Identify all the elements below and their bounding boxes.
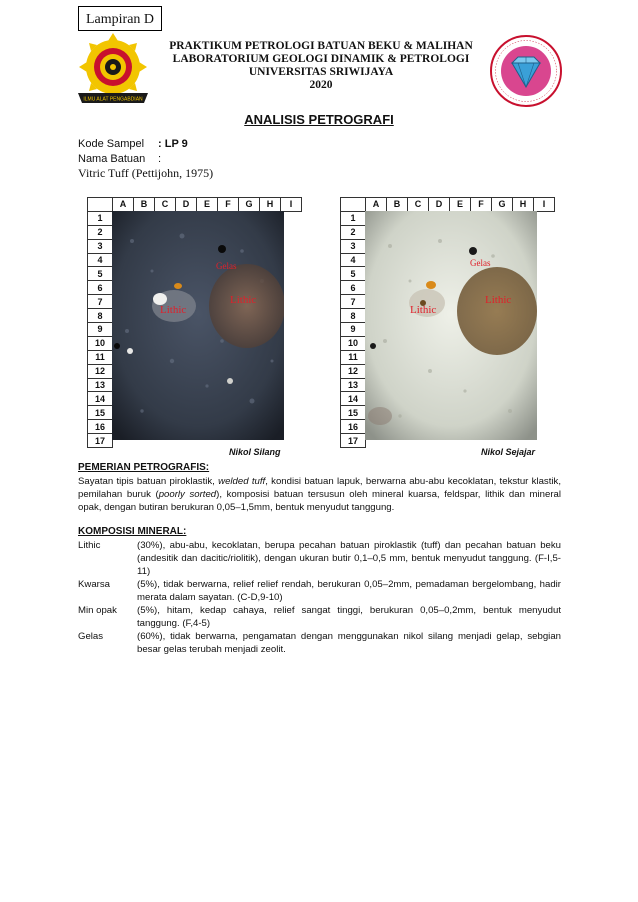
grid-row-number-right: 14 — [341, 392, 366, 406]
logo-banner-text: ILMU ALAT PENGABDIAN — [83, 96, 143, 103]
grid-row-number-right: 11 — [341, 350, 366, 364]
grid-row-number-left: 2 — [88, 225, 113, 239]
pemerian-text-3: ), komposisi batuan tersusun oleh mineral kuarsa, feldspar, lithik dan mineral opak, dengan butiran berukuran 0,05–1,5mm, bentuk menyudut tanggung. — [78, 489, 561, 514]
pemerian-text-1: Sayatan tipis batuan piroklastik, — [78, 476, 219, 487]
pemerian-em-2: poorly sorted — [158, 489, 217, 501]
grid-row-number-right: 1 — [341, 211, 366, 225]
mineral-description: (30%), abu-abu, kecoklatan, berupa pecahan batuan piroklastik (tuff) dan pecahan batuan beku (andesitik dan dacitic/riolitik), dengan ukuran butir 0,1–0,5 mm, bentuk menyudut tanggung. (F-I,5-11) — [137, 540, 561, 578]
grid-column-header-right: B — [387, 198, 408, 212]
mineral-description: (5%), hitam, kedap cahaya, relief sangat tinggi, berukuran 0,05–0,2mm, bentuk menyudut tanggung. (F,4-5) — [137, 605, 561, 630]
grid-row-number-right: 9 — [341, 323, 366, 337]
grid-column-header-right: E — [450, 198, 471, 212]
mineral-name: Kwarsa — [78, 579, 110, 590]
grid-corner-cell — [88, 198, 113, 212]
grid-column-header-right: F — [471, 198, 492, 212]
grid-row-number-left: 12 — [88, 364, 113, 378]
micrograph-parallel-nicols — [365, 211, 537, 440]
mineral-description: (5%), tidak berwarna, relief relief rendah, berukuran 0,05–2mm, pemadaman bergelombang, hadir merata dalam sayatan. (C-D,9-10) — [137, 579, 561, 604]
grid-row-number-right: 16 — [341, 420, 366, 434]
sample-code-label: Kode Sampel — [78, 138, 145, 150]
grid-row-number-left: 11 — [88, 350, 113, 364]
grid-column-header-right: D — [429, 198, 450, 212]
grid-row-number-right: 13 — [341, 378, 366, 392]
grid-column-header-right: C — [408, 198, 429, 212]
grid-row-number-right: 6 — [341, 281, 366, 295]
rock-classification — [78, 166, 213, 181]
grid-column-header-right: G — [492, 198, 513, 212]
grid-row-number-right: 2 — [341, 225, 366, 239]
mineral-name: Gelas — [78, 631, 104, 642]
grid-row-number-right: 8 — [341, 309, 366, 323]
grid-row-number-left: 1 — [88, 211, 113, 225]
grid-column-header-left: I — [281, 198, 302, 212]
grid-column-header-left: A — [113, 198, 134, 212]
page-title: ANALISIS PETROGRAFI — [244, 112, 394, 127]
grid-column-header-left: H — [260, 198, 281, 212]
lampiran-label: Lampiran D — [78, 6, 162, 31]
grid-row-number-left: 14 — [88, 392, 113, 406]
grid-row-number-left: 17 — [88, 434, 113, 448]
rock-name-colon: : — [158, 153, 162, 165]
grid-row-number-left: 8 — [88, 309, 113, 323]
grid-column-header-left: G — [239, 198, 260, 212]
header-line-3: UNIVERSITAS SRIWIJAYA — [248, 66, 394, 78]
label-lithic-left-b: Lithic — [230, 294, 257, 306]
header-line-1: PRAKTIKUM PETROLOGI BATUAN BEKU & MALIHAN — [169, 40, 473, 52]
pemerian-em-1: welded tuff — [218, 476, 266, 487]
grid-column-header-right: I — [534, 198, 555, 212]
grid-column-header-right: A — [366, 198, 387, 212]
micrograph-crossed-nicols — [112, 211, 284, 440]
header-line-4: 2020 — [309, 79, 333, 91]
mineral-description: (60%), tidak berwarna, pengamatan dengan menggunakan nikol silang menjadi gelap, sebgian besar gelas terubah menjadi zeolit. — [137, 631, 561, 656]
pemerian-heading: PEMERIAN PETROGRAFIS: — [78, 462, 210, 473]
grid-row-number-right: 5 — [341, 267, 366, 281]
sample-code-row — [78, 137, 188, 151]
grid-row-number-left: 16 — [88, 420, 113, 434]
caption-crossed-nicols: Nikol Silang — [229, 447, 281, 457]
grid-row-number-left: 9 — [88, 323, 113, 337]
university-logo-icon — [72, 33, 154, 107]
grid-corner-cell — [341, 198, 366, 212]
pemerian-text-2: , kondisi batuan lapuk, berwarna abu-abu kecoklatan, tekstur klastik, pemilahan buruk ( — [78, 476, 561, 501]
grid-column-header-left: E — [197, 198, 218, 212]
grid-row-number-right: 3 — [341, 239, 366, 253]
grid-row-number-right: 7 — [341, 295, 366, 309]
pemerian-paragraph — [78, 475, 561, 515]
rock-name-row — [78, 152, 161, 166]
grid-row-number-right: 15 — [341, 406, 366, 420]
grid-row-number-left: 13 — [88, 378, 113, 392]
lab-gem-logo-icon — [486, 33, 566, 109]
grid-row-number-left: 5 — [88, 267, 113, 281]
komposisi-heading: KOMPOSISI MINERAL: — [78, 526, 187, 537]
grid-row-number-right: 4 — [341, 253, 366, 267]
mineral-name: Lithic — [78, 540, 101, 551]
grid-row-number-right: 10 — [341, 336, 366, 350]
rock-name-label: Nama Batuan — [78, 153, 146, 165]
label-gelas-left: Gelas — [216, 261, 237, 271]
label-lithic-right-b: Lithic — [485, 294, 512, 306]
mineral-name: Min opak — [78, 605, 117, 616]
sample-code-value: : LP 9 — [158, 138, 188, 150]
grid-column-header-left: D — [176, 198, 197, 212]
grid-row-number-left: 15 — [88, 406, 113, 420]
grid-row-number-left: 4 — [88, 253, 113, 267]
rock-type-name: Vitric Tuff — [78, 166, 129, 180]
rock-reference: (Pettijohn, 1975) — [128, 166, 214, 180]
grid-row-number-right: 12 — [341, 364, 366, 378]
grid-row-number-right: 17 — [341, 434, 366, 448]
grid-row-number-left: 10 — [88, 336, 113, 350]
grid-row-number-left: 7 — [88, 295, 113, 309]
grid-column-header-left: B — [134, 198, 155, 212]
label-lithic-right-a: Lithic — [410, 304, 437, 316]
header-line-2: LABORATORIUM GEOLOGI DINAMIK & PETROLOGI — [172, 53, 470, 65]
grid-row-number-left: 6 — [88, 281, 113, 295]
grid-column-header-left: F — [218, 198, 239, 212]
grid-column-header-left: C — [155, 198, 176, 212]
label-gelas-right: Gelas — [470, 258, 491, 268]
grid-row-number-left: 3 — [88, 239, 113, 253]
caption-parallel-nicols: Nikol Sejajar — [481, 447, 536, 457]
label-lithic-left-a: Lithic — [160, 304, 187, 316]
grid-column-header-right: H — [513, 198, 534, 212]
